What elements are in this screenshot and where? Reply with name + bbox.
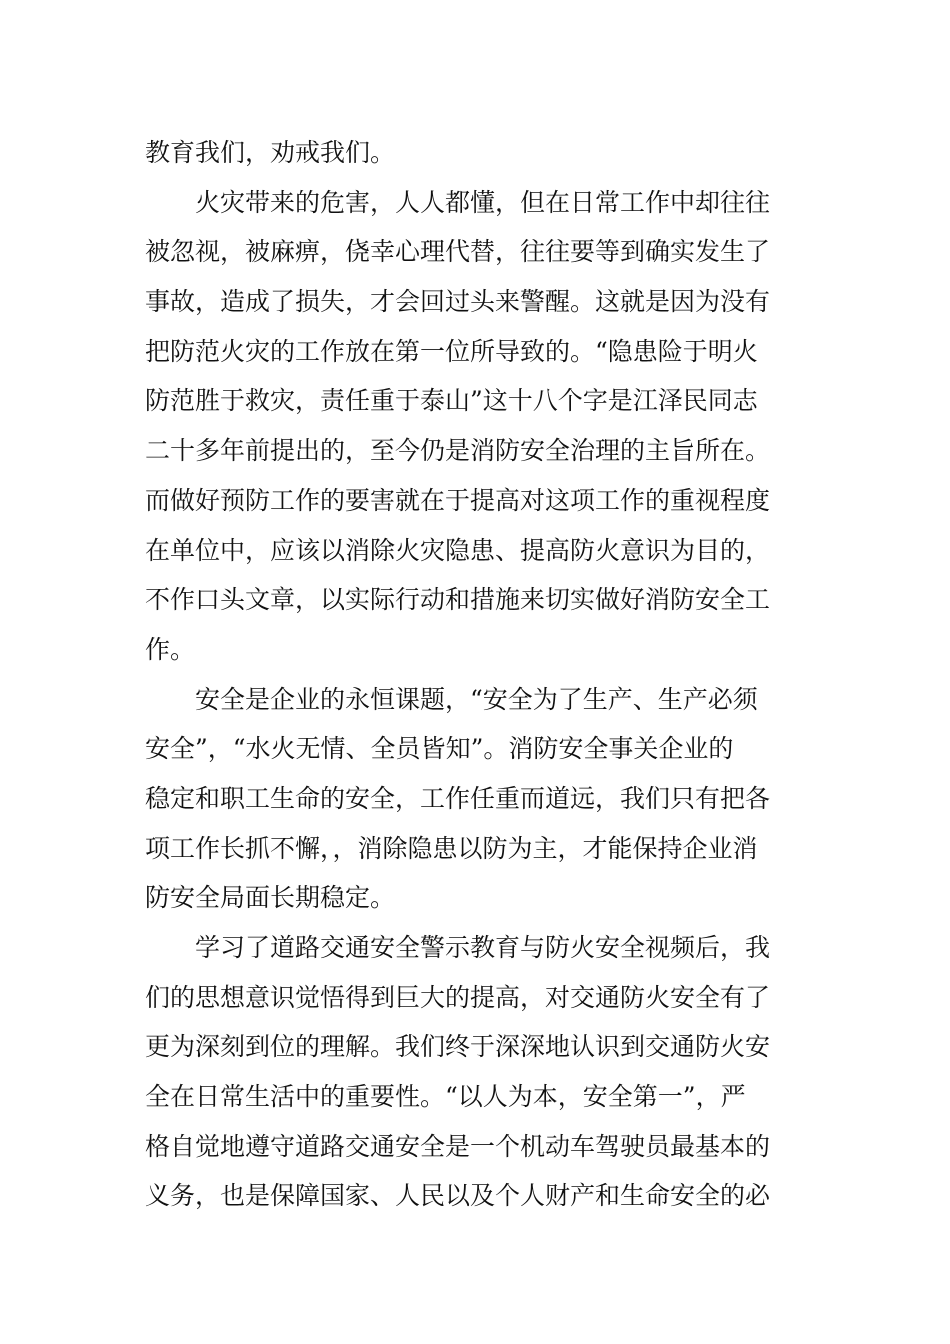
text-line: 防安全局面长期稳定。: [145, 883, 396, 913]
text-line: 不作口头文章，以实际行动和措施来切实做好消防安全工: [145, 585, 771, 615]
text-line: 火灾带来的危害，人人都懂，但在日常工作中却往往: [195, 187, 771, 217]
text-line: 安全是企业的永恒课题，“安全为了生产、生产必须: [195, 684, 758, 714]
text-line: 更为深刻到位的理解。我们终于深深地认识到交通防火安: [145, 1032, 771, 1062]
text-line: 全在日常生活中的重要性。“以人为本，安全第一”，严: [145, 1082, 746, 1112]
text-line: 而做好预防工作的要害就在于提高对这项工作的重视程度: [145, 485, 771, 515]
text-line: 项工作长抓不懈，，消除隐患以防为主，才能保持企业消: [145, 833, 758, 863]
text-line: 被忽视，被麻痹，侥幸心理代替，往往要等到确实发生了: [145, 237, 771, 267]
text-line: 们的思想意识觉悟得到巨大的提高，对交通防火安全有了: [145, 982, 771, 1012]
body-text: [145, 128, 810, 1221]
text-line: 二十多年前提出的，至今仍是消防安全治理的主旨所在。: [145, 436, 771, 466]
text-line: 在单位中，应该以消除火灾隐患、提高防火意识为目的，: [145, 535, 771, 565]
text-line: 格自觉地遵守道路交通安全是一个机动车驾驶员最基本的: [145, 1131, 771, 1161]
text-line: 教育我们，劝戒我们。: [145, 138, 396, 167]
text-line: 防范胜于救灾，责任重于泰山”这十八个字是江泽民同志: [145, 386, 758, 416]
text-line: 稳定和职工生命的安全，工作任重而道远，我们只有把各: [145, 783, 771, 813]
text-line: 义务，也是保障国家、人民以及个人财产和生命安全的必: [145, 1181, 771, 1211]
text-line: 安全”，“水火无情、全员皆知”。消防安全事关企业的: [145, 734, 734, 764]
text-line: 把防范火灾的工作放在第一位所导致的。“隐患险于明火: [145, 336, 758, 366]
text-line: 作。: [145, 634, 196, 664]
text-line: 事故，造成了损失，才会回过头来警醒。这就是因为没有: [145, 287, 771, 317]
text-line: 学习了道路交通安全警示教育与防火安全视频后，我: [195, 933, 771, 962]
